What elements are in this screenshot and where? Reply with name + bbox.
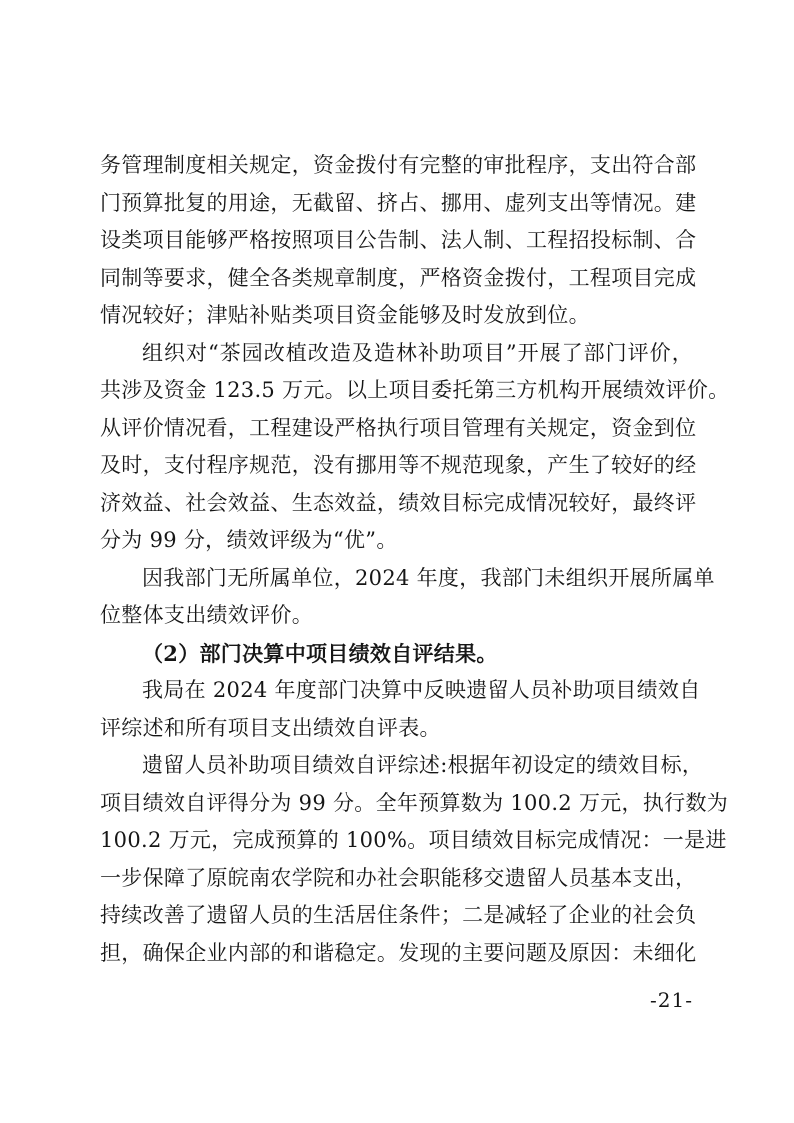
- text-line: 门预算批复的用途，无截留、挤占、挪用、虚列支出等情况。建: [100, 190, 697, 215]
- text-line: 项目绩效自评得分为 99 分。全年预算数为 100.2 万元，执行数为: [100, 790, 729, 815]
- page-number: -21-: [650, 988, 693, 1012]
- text-line: 一步保障了原皖南农学院和办社会职能移交遗留人员基本支出，: [100, 865, 697, 890]
- text-line: 评综述和所有项目支出绩效自评表。: [100, 715, 441, 740]
- text-line: 我局在 2024 年度部门决算中反映遗留人员补助项目绩效自: [142, 678, 701, 702]
- text-line: 及时，支付程序规范，没有挪用等不规范现象，产生了较好的经: [100, 453, 697, 477]
- text-line: 同制等要求，健全各类规章制度，严格资金拨付，工程项目完成: [100, 265, 697, 290]
- document-body: [100, 147, 730, 972]
- text-line: 担，确保企业内部的和谐稳定。发现的主要问题及原因：未细化: [100, 940, 697, 965]
- text-line: 务管理制度相关规定，资金拨付有完整的审批程序，支出符合部: [100, 153, 697, 177]
- text-line: 因我部门无所属单位，2024 年度，我部门未组织开展所属单: [142, 565, 715, 590]
- text-line: 共涉及资金 123.5 万元。以上项目委托第三方机构开展绩效评价。: [100, 378, 730, 402]
- text-line: 组织对“茶园改植改造及造林补助项目”开展了部门评价，: [142, 340, 693, 365]
- text-line: 遗留人员补助项目绩效自评综述:根据年初设定的绩效目标，: [142, 753, 704, 777]
- text-line: 持续改善了遗留人员的生活居住条件；二是减轻了企业的社会负: [100, 903, 697, 927]
- text-line: 济效益、社会效益、生态效益，绩效目标完成情况较好，最终评: [100, 490, 697, 515]
- text-line: 从评价情况看，工程建设严格执行项目管理有关规定，资金到位: [100, 415, 697, 440]
- text-line: 位整体支出绩效评价。: [100, 603, 313, 627]
- text-line: 分为 99 分，绩效评级为“优”。: [100, 528, 398, 552]
- section-heading: （2）部门决算中项目绩效自评结果。: [142, 640, 498, 666]
- text-line: 设类项目能够严格按照项目公告制、法人制、工程招投标制、合: [100, 228, 697, 252]
- text-line: 情况较好；津贴补贴类项目资金能够及时发放到位。: [100, 303, 590, 327]
- text-line: 100.2 万元，完成预算的 100%。项目绩效目标完成情况：一是进: [100, 828, 727, 852]
